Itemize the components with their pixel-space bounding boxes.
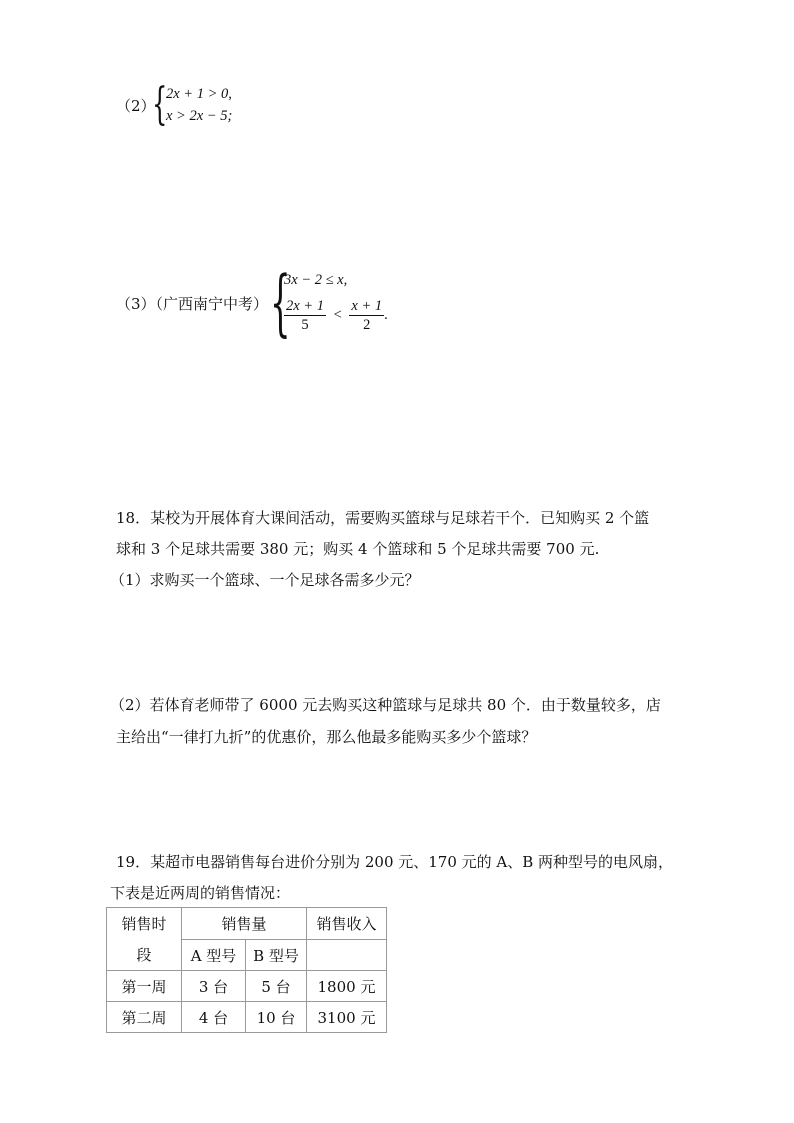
less-than-sign: < xyxy=(333,306,342,323)
left-brace-icon: { xyxy=(152,79,168,130)
header-period-top: 销售时 xyxy=(107,908,182,940)
cell-type-a: 4 台 xyxy=(182,1002,246,1033)
q17-part2-inequality-2: x > 2x − 5; xyxy=(166,108,233,124)
header-sales-volume: 销售量 xyxy=(182,908,307,940)
header-period-bottom: 段 xyxy=(107,940,182,971)
q17-part3-label: （3）（广西南宁中考） xyxy=(116,295,269,313)
cell-type-b: 10 台 xyxy=(246,1002,307,1033)
cell-type-b: 5 台 xyxy=(246,971,307,1002)
period: . xyxy=(384,306,388,323)
table-row xyxy=(107,971,387,1002)
q18-stem-line-2: 球和 3 个足球共需要 380 元；购买 4 个篮球和 5 个足球共需要 700 元. xyxy=(116,540,600,558)
cell-period: 第二周 xyxy=(107,1002,182,1033)
q19-stem-line-2: 下表是近两周的销售情况： xyxy=(110,884,291,902)
table-row xyxy=(107,908,387,940)
q18-subquestion-2-line-2: 主给出“一律打九折”的优惠价，那么他最多能购买多少个篮球？ xyxy=(116,728,537,746)
fraction-numerator: 2x + 1 xyxy=(286,298,324,314)
header-type-a: A 型号 xyxy=(182,940,246,971)
fraction-denominator: 5 xyxy=(301,317,309,333)
q17-part2-inequality-1: 2x + 1 > 0, xyxy=(166,86,232,102)
q17-part3-inequality-1: 3x − 2 ≤ x, xyxy=(284,272,348,288)
left-brace-icon: { xyxy=(270,260,291,344)
header-income-empty xyxy=(307,940,387,971)
q18-subquestion-2-line-1: （2）若体育老师带了 6000 元去购买这种篮球与足球共 80 个．由于数量较多，店 xyxy=(110,696,661,714)
table-row xyxy=(107,1002,387,1033)
fraction xyxy=(284,297,326,334)
q17-part3-inequality-2 xyxy=(284,297,388,334)
sales-table xyxy=(106,907,387,1033)
cell-income: 3100 元 xyxy=(307,1002,387,1033)
cell-income: 1800 元 xyxy=(307,971,387,1002)
fraction xyxy=(349,297,384,334)
fraction-numerator: x + 1 xyxy=(351,298,383,314)
fraction-denominator: 2 xyxy=(363,317,371,333)
q18-stem-line-1: 18．某校为开展体育大课间活动，需要购买篮球与足球若干个．已知购买 2 个篮 xyxy=(116,509,650,527)
cell-type-a: 3 台 xyxy=(182,971,246,1002)
header-sales-income: 销售收入 xyxy=(307,908,387,940)
q17-part2-label: （2） xyxy=(116,97,156,115)
q18-subquestion-1: （1）求购买一个篮球、一个足球各需多少元？ xyxy=(110,571,420,589)
q19-stem-line-1: 19．某超市电器销售每台进价分别为 200 元、170 元的 A、B 两种型号的电风扇， xyxy=(116,853,674,871)
cell-period: 第一周 xyxy=(107,971,182,1002)
table-row xyxy=(107,940,387,971)
header-type-b: B 型号 xyxy=(246,940,307,971)
